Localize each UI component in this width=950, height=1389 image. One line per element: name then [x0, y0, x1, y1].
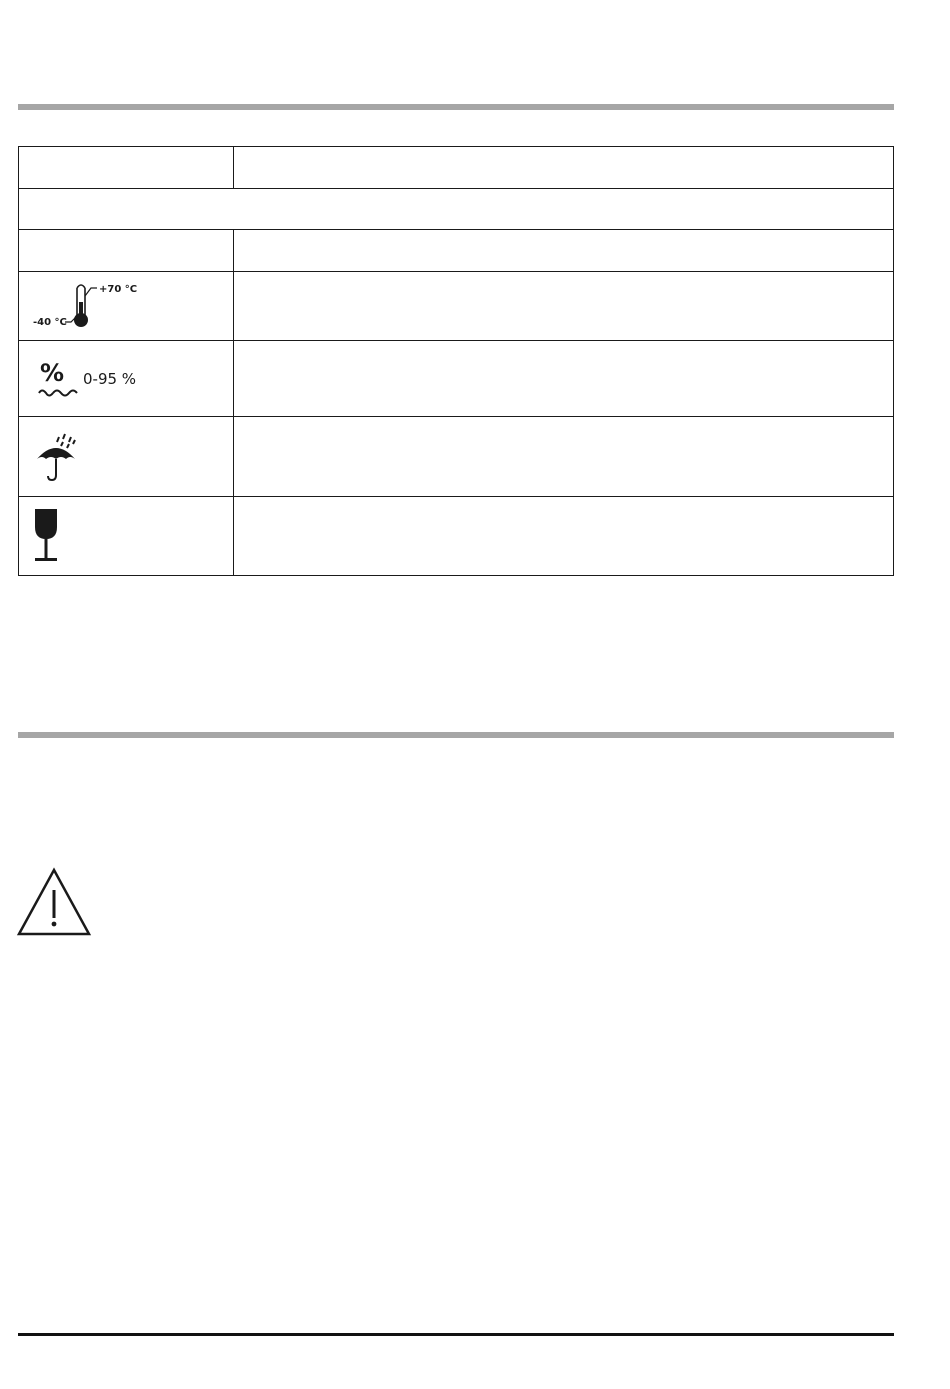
table-row-keep-dry	[19, 417, 894, 497]
storage-conditions-table	[18, 146, 894, 576]
table-header-cell-1	[19, 147, 234, 189]
table-cell-icon	[19, 417, 234, 497]
table-header-cell-2	[234, 147, 894, 189]
temperature-range-icon	[19, 272, 233, 336]
table-cell	[234, 230, 894, 272]
humidity-icon	[19, 341, 79, 416]
table-cell-icon	[19, 341, 234, 417]
table-cell	[234, 417, 894, 497]
table-cell	[234, 272, 894, 341]
table-row-humidity	[19, 341, 894, 417]
humidity-range-label: 0-95 %	[83, 370, 137, 388]
keep-dry-umbrella-icon	[19, 417, 99, 492]
table-span-row	[19, 189, 894, 230]
table-cell	[234, 341, 894, 417]
table-row	[19, 230, 894, 272]
warning-triangle-icon	[16, 866, 92, 938]
table-cell-icon	[19, 497, 234, 576]
section-divider-top	[18, 104, 894, 110]
table-row-fragile	[19, 497, 894, 576]
temperature-min-label: -40 °C	[33, 317, 67, 328]
table-span-cell	[19, 189, 894, 230]
section-divider-middle	[18, 732, 894, 738]
table-cell	[19, 230, 234, 272]
fragile-glass-icon	[19, 497, 79, 571]
page-footer-rule	[18, 1333, 894, 1336]
table-cell-icon	[19, 272, 234, 341]
table-header-row	[19, 147, 894, 189]
humidity-percent-symbol: %	[39, 359, 65, 387]
table-cell	[234, 497, 894, 576]
table-row-temperature	[19, 272, 894, 341]
temperature-max-label: +70 °C	[99, 284, 138, 295]
